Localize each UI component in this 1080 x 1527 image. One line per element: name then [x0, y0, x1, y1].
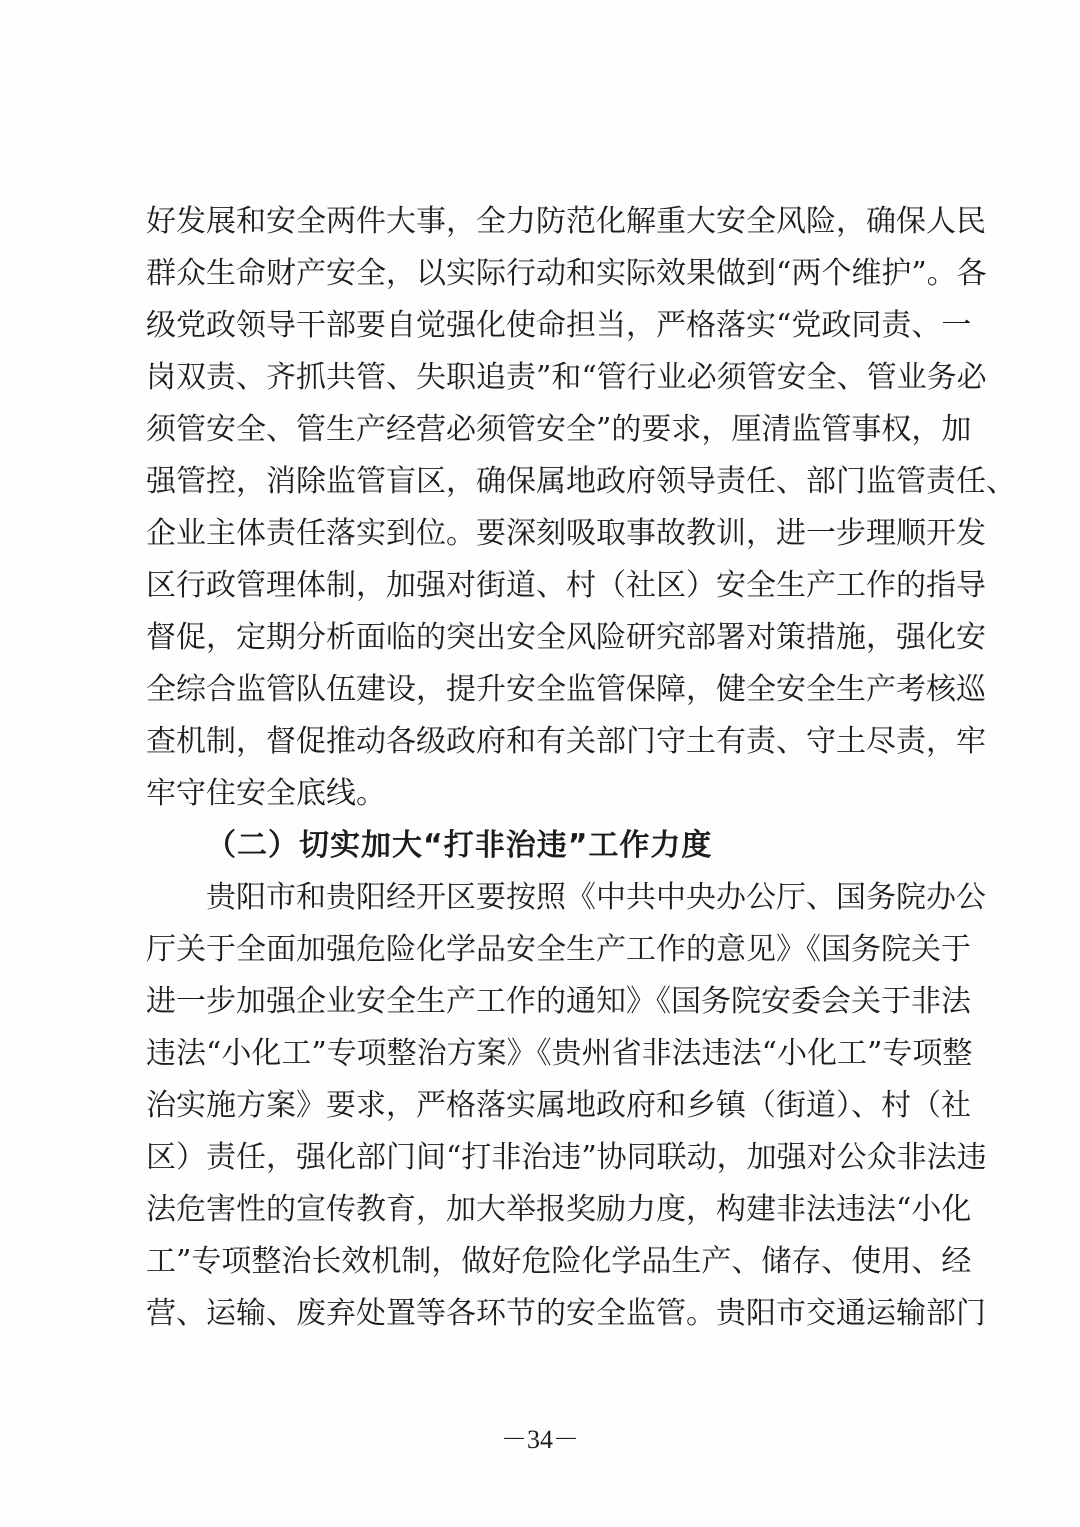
- body-text-line: 督促，定期分析面临的突出安全风险研究部署对策措施，强化安: [146, 620, 986, 655]
- body-text-line: 企业主体责任落实到位。要深刻吸取事故教训，进一步理顺开发: [146, 516, 986, 551]
- body-text-line: 好发展和安全两件大事，全力防范化解重大安全风险，确保人民: [146, 204, 986, 239]
- body-text-line: 须管安全、管生产经营必须管安全”的要求，厘清监管事权，加: [146, 412, 972, 447]
- body-text-line: 法危害性的宣传教育，加大举报奖励力度，构建非法违法“小化: [146, 1192, 972, 1227]
- section-heading: （二）切实加大“打非治违”工作力度: [206, 828, 713, 863]
- body-text-line: 贵阳市和贵阳经开区要按照《中共中央办公厅、国务院办公: [206, 880, 986, 915]
- body-text-line: 违法“小化工”专项整治方案》《贵州省非法违法“小化工”专项整: [146, 1036, 973, 1071]
- body-text-line: 级党政领导干部要自觉强化使命担当，严格落实“党政同责、一: [146, 308, 972, 343]
- page-number: －34－: [500, 1425, 579, 1454]
- body-text-line: 进一步加强企业安全生产工作的通知》《国务院安委会关于非法: [146, 984, 971, 1019]
- body-text-line: 营、运输、废弃处置等各环节的安全监管。贵阳市交通运输部门: [146, 1296, 986, 1331]
- body-text-line: 群众生命财产安全，以实际行动和实际效果做到“两个维护”。各: [146, 256, 987, 291]
- body-text-line: 厅关于全面加强危险化学品安全生产工作的意见》《国务院关于: [146, 932, 971, 967]
- body-text-line: 工”专项整治长效机制，做好危险化学品生产、储存、使用、经: [146, 1244, 972, 1279]
- body-text-line: 区）责任，强化部门间“打非治违”协同联动，加强对公众非法违: [146, 1140, 987, 1175]
- body-text-line: 强管控，消除监管盲区，确保属地政府领导责任、部门监管责任、: [146, 464, 1016, 499]
- body-text-line: 查机制，督促推动各级政府和有关部门守土有责、守土尽责，牢: [146, 724, 986, 759]
- body-text-line: 岗双责、齐抓共管、失职追责”和“管行业必须管安全、管业务必: [146, 360, 987, 395]
- body-text-line: 全综合监管队伍建设，提升安全监管保障，健全安全生产考核巡: [146, 672, 986, 707]
- body-text-line: 区行政管理体制，加强对街道、村（社区）安全生产工作的指导: [146, 568, 986, 603]
- body-text-line: 治实施方案》要求，严格落实属地政府和乡镇（街道）、村（社: [146, 1088, 971, 1123]
- body-text-line: 牢守住安全底线。: [146, 776, 386, 811]
